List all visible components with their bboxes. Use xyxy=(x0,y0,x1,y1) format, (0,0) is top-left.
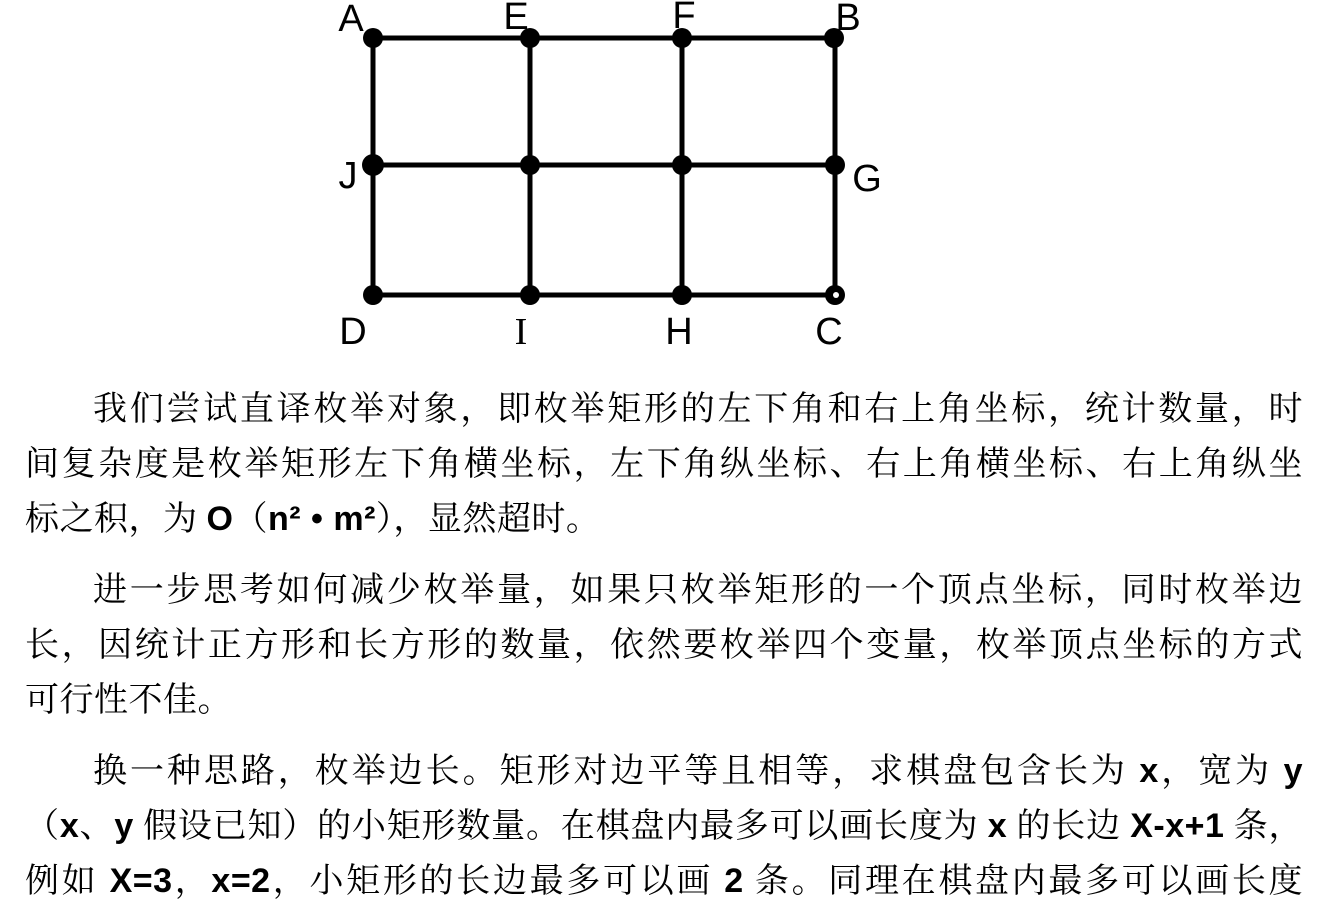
vertex-label-e: E xyxy=(503,0,529,38)
vertex-dot-c-hole xyxy=(833,292,839,298)
vertex-label-i: I xyxy=(514,311,528,353)
paragraph-2 xyxy=(25,563,1303,728)
grid-figure xyxy=(0,0,1330,360)
paragraph-3 xyxy=(25,744,1303,909)
vertex-dot-mid-left xyxy=(520,155,540,175)
vertex-dot-g xyxy=(825,155,845,175)
vertex-dot-i xyxy=(520,285,540,305)
paragraph-2-line-3: 可行性不佳。 xyxy=(25,682,232,719)
vertex-label-f: F xyxy=(672,0,696,37)
paragraph-2-line-1: 进一步思考如何减少枚举量，如果只枚举矩形的一个顶点坐标，同时枚举边 xyxy=(93,572,1303,609)
vertex-label-j: J xyxy=(338,155,358,197)
paragraph-1-line-1: 我们尝试直译枚举对象，即枚举矩形的左下角和右上角坐标，统计数量，时 xyxy=(93,391,1303,428)
vertex-label-d: D xyxy=(339,311,367,353)
vertex-label-b: B xyxy=(835,0,861,39)
paragraph-3-line-1: 换一种思路，枚举边长。矩形对边平等且相等，求棋盘包含长为 x，宽为 y xyxy=(93,752,1304,790)
paragraph-1 xyxy=(25,382,1303,547)
text-area xyxy=(0,382,1330,909)
vertex-labels xyxy=(338,0,881,353)
vertex-label-g: G xyxy=(852,158,882,200)
vertex-dot-mid-right xyxy=(672,155,692,175)
paragraph-1-line-3: 标之积，为 O（n² • m²），显然超时。 xyxy=(25,500,601,538)
vertex-label-c: C xyxy=(815,311,843,353)
vertex-dot-d xyxy=(363,285,383,305)
paragraph-1-line-2: 间复杂度是枚举矩形左下角横坐标，左下角纵坐标、右上角横坐标、右上角纵坐 xyxy=(25,446,1303,483)
paragraph-3-line-3: 例如 X=3，x=2，小矩形的长边最多可以画 2 条。同理在棋盘内最多可以画长度 xyxy=(25,862,1304,900)
grid-lines xyxy=(373,38,835,295)
vertex-label-a: A xyxy=(338,0,364,40)
paragraph-3-line-2: （x、y 假设已知）的小矩形数量。在棋盘内最多可以画长度为 x 的长边 X-x+1 条， xyxy=(25,807,1304,845)
vertex-dot-h xyxy=(672,285,692,305)
vertex-dot-a xyxy=(363,28,383,48)
vertex-dot-j xyxy=(362,154,384,176)
paragraph-2-line-2: 长，因统计正方形和长方形的数量，依然要枚举四个变量，枚举顶点坐标的方式 xyxy=(25,627,1303,664)
grid-diagram xyxy=(0,0,1330,360)
vertex-label-h: H xyxy=(665,311,693,353)
